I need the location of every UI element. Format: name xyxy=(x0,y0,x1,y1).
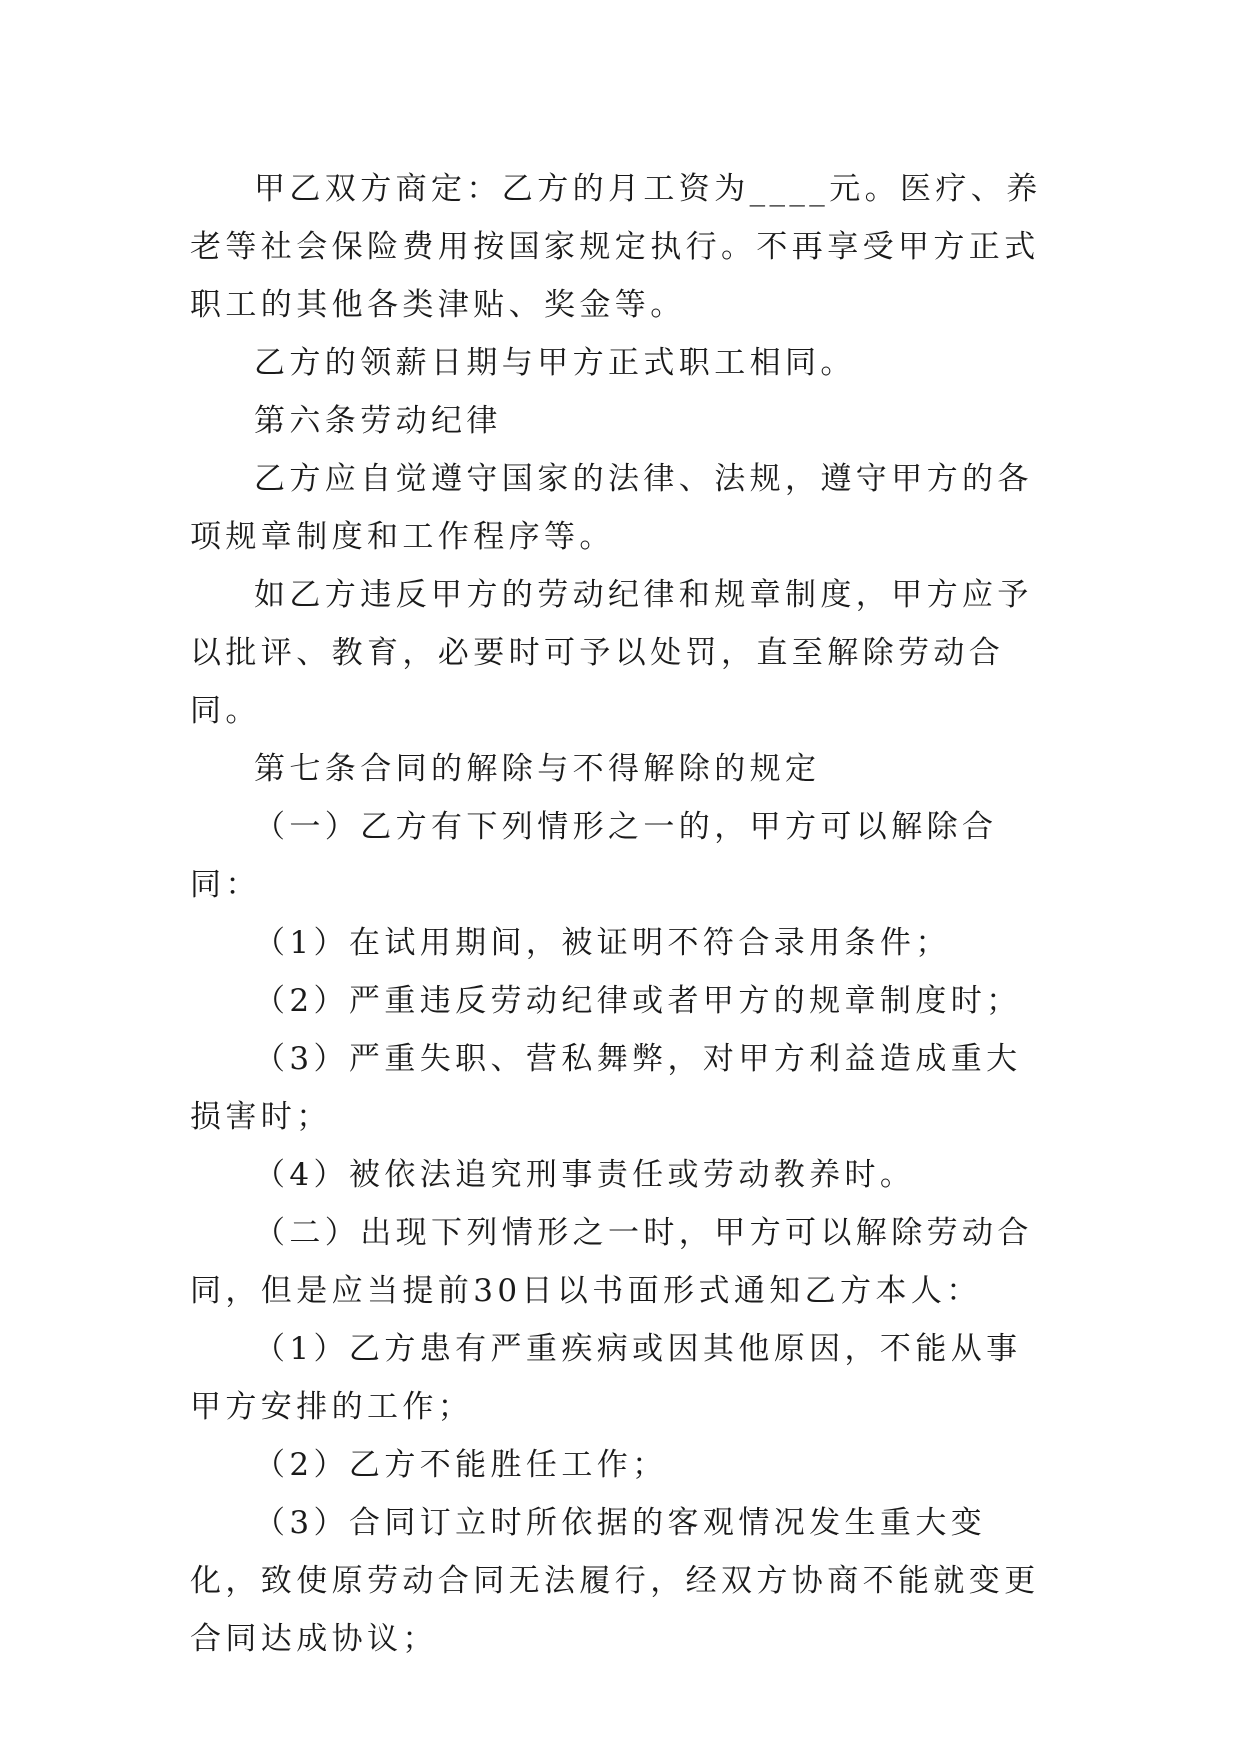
paragraph-salary: 甲乙双方商定：乙方的月工资为____元。医疗、养老等社会保险费用按国家规定执行。不再享受甲方正式职工的其他各类津贴、奖金等。 xyxy=(190,171,1042,323)
list-item: （2）严重违反劳动纪律或者甲方的规章制度时； xyxy=(254,983,1022,1019)
list-item: （2）乙方不能胜任工作； xyxy=(254,1447,668,1483)
heading-article-7: 第七条合同的解除与不得解除的规定 xyxy=(254,751,821,787)
clause-notice-termination: （二）出现下列情形之一时，甲方可以解除劳动合同，但是应当提前30日以书面形式通知乙方本人： xyxy=(190,1215,1033,1309)
paragraph-discipline-violation: 如乙方违反甲方的劳动纪律和规章制度，甲方应予以批评、教育，必要时可予以处罚，直至解除劳动合同。 xyxy=(190,577,1033,729)
paragraph-pay-date: 乙方的领薪日期与甲方正式职工相同。 xyxy=(254,345,856,381)
document-body xyxy=(190,160,1052,1668)
list-item: （1）在试用期间，被证明不符合录用条件； xyxy=(254,925,951,961)
list-item: （1）乙方患有严重疾病或因其他原因，不能从事甲方安排的工作； xyxy=(190,1331,1022,1425)
clause-termination-cases: （一）乙方有下列情形之一的，甲方可以解除合同： xyxy=(190,809,998,903)
list-item: （4）被依法追究刑事责任或劳动教养时。 xyxy=(254,1157,916,1193)
list-item: （3）严重失职、营私舞弊，对甲方利益造成重大损害时； xyxy=(190,1041,1022,1135)
paragraph-discipline-compliance: 乙方应自觉遵守国家的法律、法规，遵守甲方的各项规章制度和工作程序等。 xyxy=(190,461,1033,555)
heading-article-6: 第六条劳动纪律 xyxy=(254,403,502,439)
list-item: （3）合同订立时所依据的客观情况发生重大变化，致使原劳动合同无法履行，经双方协商不能就变更合同达成协议； xyxy=(190,1505,1040,1657)
